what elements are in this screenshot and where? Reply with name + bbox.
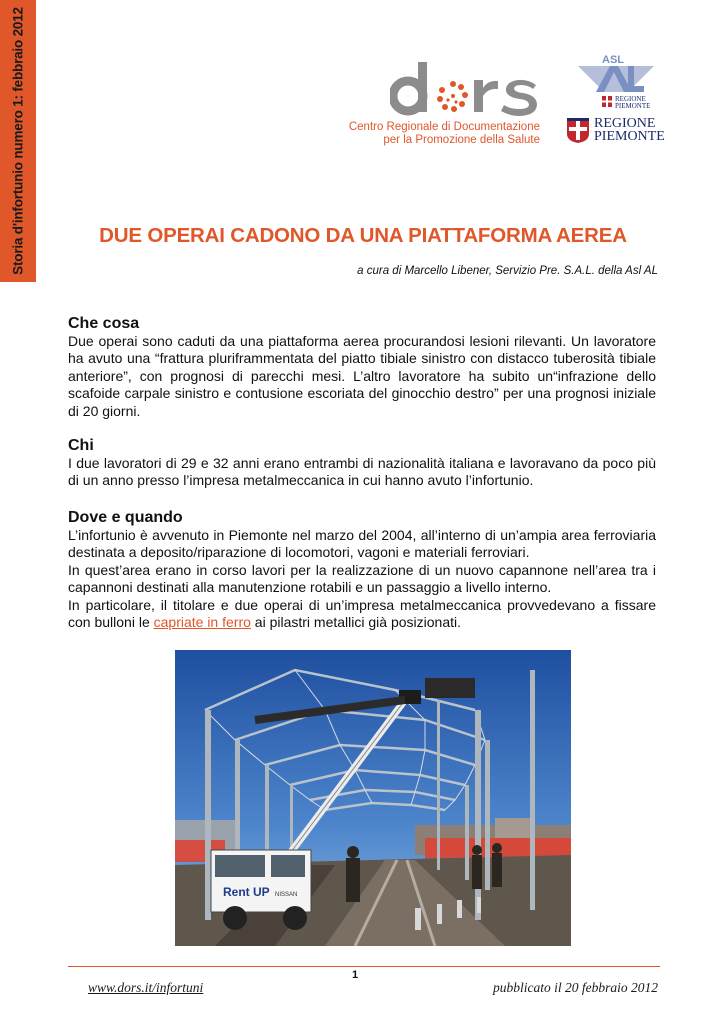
- section-chi: [68, 436, 656, 490]
- section-body: I due lavoratori di 29 e 32 anni erano entrambi di nazionalità italiana e lavoravano da poco più di un anno presso l’impresa metalmeccanica in cui hanno avuto l’infortunio.: [68, 455, 656, 489]
- section-paragraph-3: [68, 597, 656, 632]
- truck-brand: Rent UP: [223, 885, 270, 899]
- dors-logo-icon: [390, 58, 542, 118]
- truck-maker: NISSAN: [275, 892, 298, 898]
- dors-subtitle: [330, 121, 540, 147]
- section-heading: Che cosa: [68, 315, 140, 332]
- construction-scene: [175, 650, 571, 946]
- piemonte-line: PIEMONTE: [594, 129, 665, 144]
- footer-divider: [68, 966, 660, 967]
- footer-url-link[interactable]: www.dors.it/infortuni: [88, 980, 204, 995]
- piemonte-shield-icon: [566, 118, 590, 144]
- page-number: 1: [352, 969, 359, 981]
- page-title: DUE OPERAI CADONO DA UNA PIATTAFORMA AEREA: [99, 224, 627, 247]
- footer-published-date: pubblicato il 20 febbraio 2012: [493, 980, 658, 995]
- dors-subtitle-line2: per la Promozione della Salute: [383, 134, 540, 146]
- section-heading: Dove e quando: [68, 509, 183, 526]
- asl-al-logo: [574, 52, 658, 110]
- section-paragraph-2: In quest’area erano in corso lavori per la realizzazione di un nuovo capannone nell’area tra i capannoni destinati alla manutenzione rotabili e un passaggio a livello interno.: [68, 561, 656, 596]
- regione-piemonte-text: [594, 117, 665, 143]
- paragraph-text: ai pilastri metallici già posizionati.: [254, 614, 461, 631]
- asl-al-logo-icon: [574, 52, 658, 110]
- capriate-link[interactable]: capriate in ferro: [153, 614, 251, 631]
- side-tab: [0, 0, 36, 282]
- byline: a cura di Marcello Libener, Servizio Pre. S.A.L. della Asl AL: [357, 265, 658, 277]
- asl-region-line: REGIONE: [615, 95, 646, 103]
- regione-piemonte-logo: [566, 116, 665, 146]
- section-body: Due operai sono caduti da una piattaforma aerea procurandosi lesioni rilevanti. Un lavoratore ha avuto una “frattura pluriframmentata del piatto tibiale sinistro con distacco tuberosità tibiale anteriore”, con prognosi di parecchi mesi. L’altro lavoratore ha subito un“infrazione dello scafoide carpale sinistro e contusione escoriata del ginocchio destro” per una prognosi iniziale di 20 giorni.: [68, 333, 656, 419]
- asl-region-line2: PIEMONTE: [615, 102, 651, 110]
- section-che-cosa: [68, 314, 656, 420]
- section-heading: Chi: [68, 437, 94, 454]
- accident-site-photo: [175, 650, 571, 946]
- side-tab-label: Storia d'infortunio numero 1: febbraio 2012: [10, 7, 26, 275]
- paragraph-text: In particolare, il titolare e due operai di un’impresa metalmeccanica provvedevano a fissare con bulloni le: [68, 596, 656, 631]
- regione-line: REGIONE: [594, 116, 656, 131]
- dors-subtitle-line1: Centro Regionale di Documentazione: [348, 121, 540, 133]
- section-dove-e-quando: [68, 508, 656, 631]
- section-paragraph-1: L’infortunio è avvenuto in Piemonte nel marzo del 2004, all’interno di un’ampia area ferroviaria destinata a deposito/riparazione di locomotori, vagoni e materiali ferroviari.: [68, 527, 656, 561]
- asl-label: ASL: [602, 54, 624, 66]
